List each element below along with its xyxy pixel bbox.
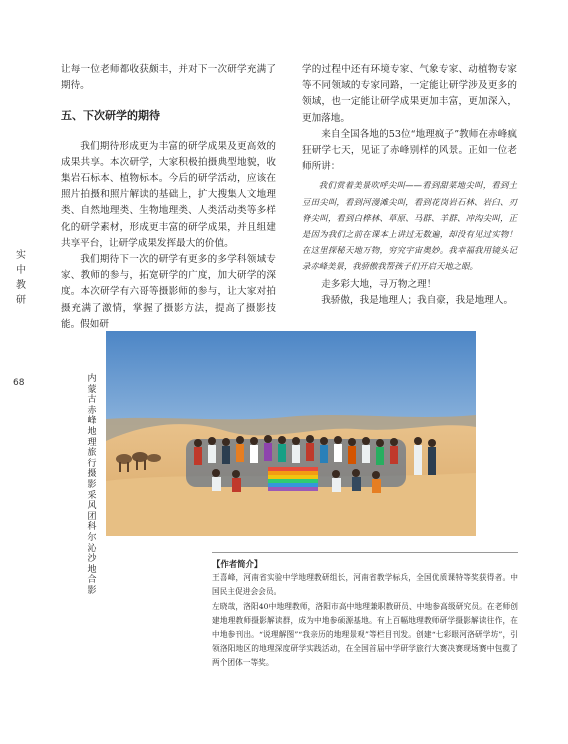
caption-char: 蒙: [87, 384, 97, 395]
page-number: 68: [13, 378, 25, 388]
group-photo: [106, 331, 476, 536]
caption-char: 旅: [87, 448, 97, 459]
caption-char: 摄: [87, 469, 97, 480]
side-char: 实: [16, 250, 26, 261]
caption-char: 古: [87, 395, 97, 406]
divider: [212, 552, 518, 553]
caption-char: 峰: [87, 416, 97, 427]
left-column: [61, 62, 276, 333]
caption-char: 风: [87, 501, 97, 512]
continued-text: 让每一位老师都收获颇丰，并对下一次研学充满了期待。: [61, 64, 276, 92]
caption-char: 采: [87, 490, 97, 501]
side-char: 研: [16, 295, 26, 306]
photo-caption: [85, 374, 99, 596]
section-title: 五、下次研学的期待: [61, 109, 160, 123]
caption-char: 团: [87, 511, 97, 522]
caption-char: 沙: [87, 554, 97, 565]
paragraph: 来自全国各地的53位“地理疯子”教师在赤峰疯狂研学七天，见证了赤峰别样的风景。正如一位老师所讲：: [302, 128, 517, 173]
column-label: [14, 248, 28, 308]
caption-char: 行: [87, 458, 97, 469]
bio-entry: 王喜峰，河南省实验中学地理教研组长，河南省教学标兵，全国优质课特等奖获得者。中国民主促进会会员。: [212, 573, 518, 597]
right-column: [302, 62, 517, 309]
author-bio: [212, 552, 518, 671]
caption-char: 影: [87, 479, 97, 490]
caption-char: 地: [87, 426, 97, 437]
caption-char: 内: [87, 374, 97, 384]
rainbow-flag: [268, 467, 318, 491]
caption-char: 沁: [87, 543, 97, 554]
side-char: 中: [16, 265, 26, 276]
caption-char: 影: [87, 585, 97, 596]
closing-line: 我骄傲，我是地理人；我自豪，我是地理人。: [321, 294, 514, 306]
quoted-poem: 我们赏着美景吹呼尖叫——看到甜菜地尖叫，看到土豆田尖叫，看到河漫滩尖叫，看到花岗岩石林、岩臼、刃脊尖叫，看到白桦林、草原、马群、羊群、冲沟尖叫，正是因为我们之前在课本上讲过无数遍，却没有见过实物！在这里探秘天地万物，穷究宇宙奥妙。我幸福我用镜头记录赤峰美景，我骄傲我帮孩子们开启天地之眼。: [302, 180, 517, 272]
paragraph: 我们期待下一次的研学有更多的多学科领域专家、教师的参与，拓宽研学的广度，加大研学的深度。本次研学有六哥等摄影师的参与，让大家对拍摄充满了激情，掌握了摄影方法，提高了摄影技能。假如研: [61, 254, 276, 330]
continued-text: 学的过程中还有环境专家、气象专家、动植物专家等不同领域的专家同路，一定能让研学涉及更多的领域，也一定能让研学成果更加丰富，更加深入，更加落地。: [302, 64, 517, 124]
bio-entry: 左晓哉，洛阳40中地理教师，洛阳市高中地理兼职教研员、中地参高级研究员。在老师创建地理教师摄影解读群，成为中地参硕源基地。有上百幅地理教师研学摄影解读往作，在中地参刊出。“说理解图”“我亲历的地理景观”等栏目刊发。创建“七彩眼河洛研学坊”，引领洛阳地区的地理深度研学实践活动，在全国首届中学研学旅行大赛决赛现场赛中包揽了两个团体一等奖。: [212, 601, 518, 668]
desert-group-photo: [106, 331, 476, 536]
caption-char: 赤: [87, 405, 97, 416]
caption-char: 理: [87, 437, 97, 448]
side-char: 教: [16, 280, 26, 291]
paragraph: 我们期待形成更为丰富的研学成果及更高效的成果共享。本次研学，大家积极拍摄典型地貌，收集岩石标本、植物标本。今后的研学活动，应该在照片拍摄和照片解读的基础上，扩大搜集人文地理类、自然地理类、生物地理类、人类活动类等多样化的研学素材，形成更丰富的研学成果，并且组建共享平台，让研学成果发挥最大的价值。: [61, 140, 276, 249]
caption-char: 合: [87, 575, 97, 586]
caption-char: 尔: [87, 532, 97, 543]
caption-char: 科: [87, 522, 97, 533]
caption-char: 地: [87, 564, 97, 575]
bio-title: 【作者简介】: [212, 559, 263, 569]
closing-line: 走多彩大地，寻万物之理！: [321, 278, 437, 290]
